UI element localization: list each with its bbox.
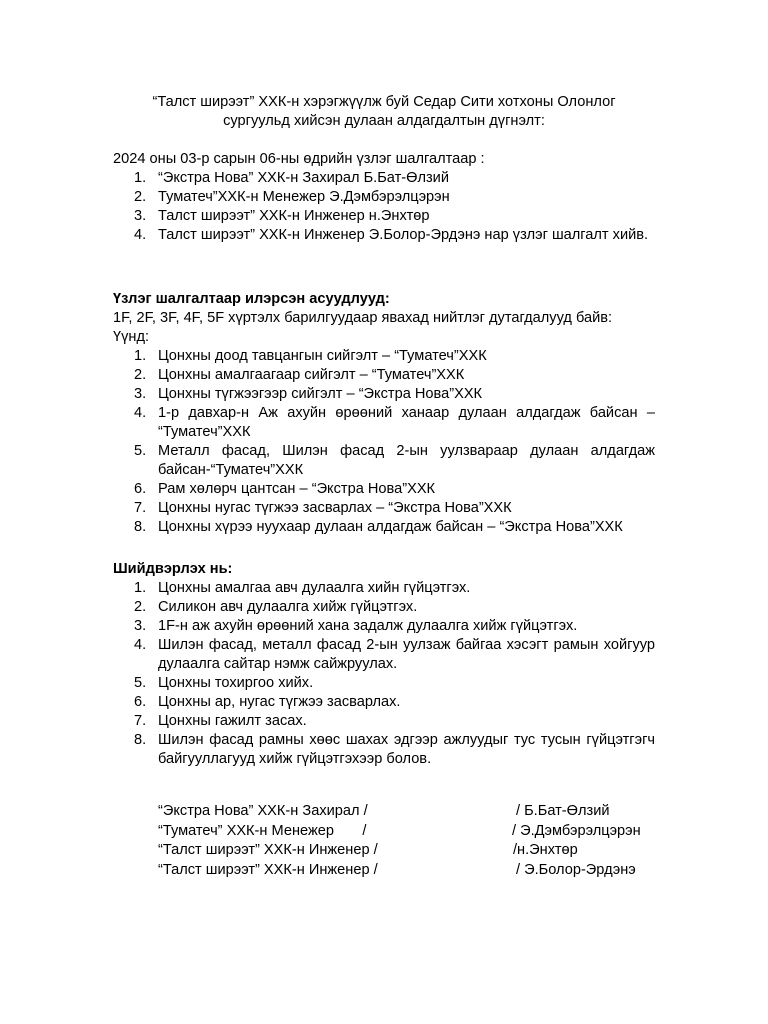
signature-row xyxy=(158,841,678,861)
solutions-list xyxy=(113,579,655,769)
list-number: 8. xyxy=(134,519,147,535)
list-number: 2. xyxy=(134,599,147,615)
title-line-2: сургуульд хийсэн дулаан алдагдалтын дүгнэлт: xyxy=(223,113,545,129)
signature-role: “Экстра Нова” ХХК-н Захирал / xyxy=(158,803,368,819)
list-item xyxy=(113,207,655,226)
list-item xyxy=(113,385,655,404)
list-item xyxy=(113,442,655,480)
list-item-text: Рам хөлөрч цантсан – “Экстра Нова”ХХК xyxy=(158,481,436,497)
list-item-text: Туматеч”ХХК-н Менежер Э.Дэмбэрэлцэрэн xyxy=(158,189,450,205)
list-item-text: Цонхны нугас түгжээ засварлах – “Экстра Нова”ХХК xyxy=(158,500,512,516)
list-number: 4. xyxy=(134,227,147,243)
list-number: 5. xyxy=(134,675,147,691)
issues-list xyxy=(113,347,655,537)
list-item xyxy=(113,188,655,207)
title-line-1: “Талст ширээт” ХХК-н хэрэгжүүлж буй Седар Сити хотхоны Олонлог xyxy=(152,94,616,110)
list-number: 4. xyxy=(134,405,147,421)
list-number: 7. xyxy=(134,713,147,729)
list-number: 3. xyxy=(134,618,147,634)
list-item-text: Цонхны тохиргоо хийх. xyxy=(158,675,314,691)
signature-role: “Туматеч” ХХК-н Менежер / xyxy=(158,822,367,839)
signature-row xyxy=(158,822,678,842)
list-item-text: Цонхны түгжээгээр сийгэлт – “Экстра Нова”ХХК xyxy=(158,386,483,402)
list-number: 2. xyxy=(134,189,147,205)
list-item-text: 1F-н аж ахуйн өрөөний хана задалж дулаалга хийж гүйцэтгэх. xyxy=(158,618,578,634)
list-item xyxy=(113,169,655,188)
list-number: 8. xyxy=(134,732,147,748)
list-item xyxy=(113,712,655,731)
list-number: 1. xyxy=(134,580,147,596)
list-item-text: Шилэн фасад, металл фасад 2-ын уулзаж байгаа хэсэгт рамын хойгуур дулаалга сайтар нэмж сайжруулах. xyxy=(158,637,655,672)
signature-name: / Э.Дэмбэрэлцэрэн xyxy=(512,822,641,839)
list-item-text: “Экстра Нова” ХХК-н Захирал Б.Бат-Өлзий xyxy=(158,170,449,186)
list-number: 1. xyxy=(134,348,147,364)
list-item xyxy=(113,674,655,693)
inspection-list xyxy=(113,169,655,245)
list-item-text: Металл фасад, Шилэн фасад 2-ын уулзвараар дулаан алдагдаж байсан-“Туматеч”ХХК xyxy=(158,443,655,478)
list-item xyxy=(113,366,655,385)
list-item-text: Шилэн фасад рамны хөөс шахах эдгээр ажлуудыг тус тусын гүйцэтгэгч байгууллагууд хийж гүйцэтгэхээр болов. xyxy=(158,732,655,767)
list-number: 3. xyxy=(134,386,147,402)
issues-section xyxy=(113,290,655,537)
issues-intro: Үүнд: xyxy=(113,329,150,345)
signature-role: “Талст ширээт” ХХК-н Инженер / xyxy=(158,842,378,858)
document-title xyxy=(113,93,655,131)
list-item-text: Цонхны доод тавцангын сийгэлт – “Туматеч”ХХК xyxy=(158,348,487,364)
signature-name: / Б.Бат-Өлзий xyxy=(516,803,610,819)
list-number: 5. xyxy=(134,443,147,459)
list-item-text: Цонхны амалгаа авч дулаалга хийн гүйцэтгэх. xyxy=(158,580,471,596)
solutions-heading: Шийдвэрлэх нь: xyxy=(113,561,233,577)
solutions-section xyxy=(113,560,655,769)
list-number: 2. xyxy=(134,367,147,383)
list-item-text: 1-р давхар-н Аж ахуйн өрөөний ханаар дулаан алдагдаж байсан – “Туматеч”ХХК xyxy=(158,405,655,440)
list-item xyxy=(113,347,655,366)
issues-summary: 1F, 2F, 3F, 4F, 5F хүртэлх барилгуудаар явахад нийтлэг дутагдалууд байв: xyxy=(113,310,613,326)
list-item-text: Цонхны хүрээ нуухаар дулаан алдагдаж байсан – “Экстра Нова”ХХК xyxy=(158,519,623,535)
signature-name: / Э.Болор-Эрдэнэ xyxy=(516,861,636,878)
list-item xyxy=(113,579,655,598)
list-item xyxy=(113,404,655,442)
list-number: 6. xyxy=(134,481,147,497)
list-number: 4. xyxy=(134,637,147,653)
list-item xyxy=(113,598,655,617)
list-item xyxy=(113,518,655,537)
list-item-text: Цонхны амалгаагаар сийгэлт – “Туматеч”ХХК xyxy=(158,367,465,383)
list-item-text: Талст ширээт” ХХК-н Инженер Э.Болор-Эрдэнэ нар үзлэг шалгалт хийв. xyxy=(158,227,649,243)
list-item xyxy=(113,617,655,636)
list-item xyxy=(113,731,655,769)
signature-role: “Талст ширээт” ХХК-н Инженер / xyxy=(158,861,378,878)
list-item xyxy=(113,226,655,245)
list-number: 6. xyxy=(134,694,147,710)
list-item-text: Талст ширээт” ХХК-н Инженер н.Энхтөр xyxy=(158,208,430,224)
list-item xyxy=(113,480,655,499)
list-item-text: Цонхны гажилт засах. xyxy=(158,713,307,729)
signature-name: /н.Энхтөр xyxy=(513,842,578,858)
list-number: 3. xyxy=(134,208,147,224)
issues-heading: Үзлэг шалгалтаар илэрсэн асуудлууд: xyxy=(113,291,390,307)
inspection-section xyxy=(113,150,655,245)
list-item xyxy=(113,499,655,518)
list-item xyxy=(113,693,655,712)
signature-block xyxy=(158,802,678,880)
list-item-text: Силикон авч дулаалга хийж гүйцэтгэх. xyxy=(158,599,418,615)
list-number: 7. xyxy=(134,500,147,516)
list-item xyxy=(113,636,655,674)
signature-row xyxy=(158,802,678,822)
inspection-intro: 2024 оны 03-р сарын 06-ны өдрийн үзлэг шалгалтаар : xyxy=(113,151,485,167)
list-item-text: Цонхны ар, нугас түгжээ засварлах. xyxy=(158,694,401,710)
list-number: 1. xyxy=(134,170,147,186)
signature-row xyxy=(158,861,678,881)
